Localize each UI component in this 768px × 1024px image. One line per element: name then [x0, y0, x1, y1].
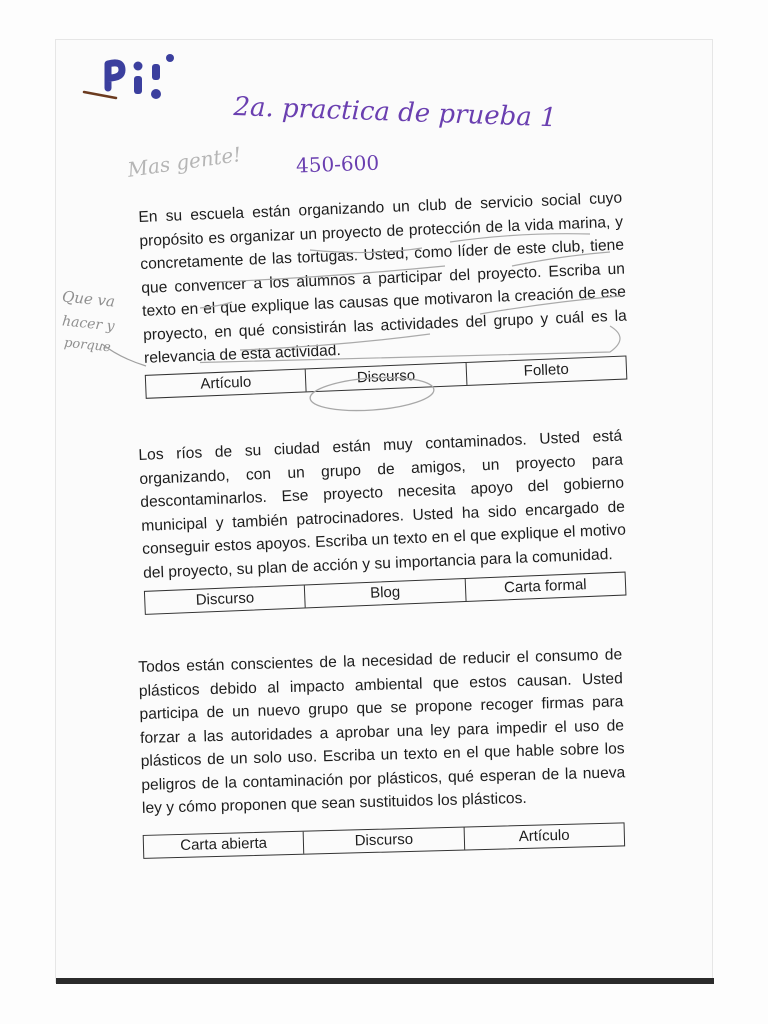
prompt-block-2	[138, 425, 628, 615]
pencil-note-side-1: Que va	[61, 287, 116, 311]
logo-mark	[82, 52, 182, 112]
option-carta-formal: Carta formal	[503, 576, 587, 597]
pencil-note-side-2: hacer y	[61, 313, 116, 335]
word-range-note: 450-600	[295, 150, 380, 178]
option-discurso: Discurso	[306, 362, 467, 390]
prompt-text-1: En su escuela están organizando un club de servicio social cuyo propósito es organizar un proyecto de protección de la vida marina, y concretamente de las tortugas. Usted, como líder de este club, tiene que convencer a los alumnos a participar del proyecto. Escriba un texto en el que explique las causas que motivaron la creación de ese proyecto, en qué consistirán las actividades del grupo y cuál es la relevancia de esta actividad.	[138, 189, 628, 367]
option-discurso: Discurso	[304, 827, 465, 853]
prompt-block-3	[138, 643, 627, 858]
handwritten-title: 2a. practica de prueba 1	[232, 92, 558, 134]
option-folleto: Folleto	[523, 360, 570, 380]
option-articulo: Artículo	[518, 826, 570, 845]
pencil-arrow	[100, 340, 150, 370]
circle-mark-discurso	[300, 370, 450, 420]
prompt-text-2: Los ríos de su ciudad están muy contaminados. Usted está organizando, con un grupo de amigos, un proyecto para descontaminarlos. Ese proyecto necesita apoyo del gobierno municipal y también patrocinadores. Usted ha sido encargado de conseguir estos apoyos. Escriba un texto en el que explique el motivo del proyecto, su plan de acción y su importancia para la comunidad.	[138, 427, 627, 582]
option-carta-abierta: Carta abierta	[144, 831, 305, 857]
prompt-text-3: Todos están conscientes de la necesidad de reducir el consumo de plásticos debido al impacto ambiental que estos causan. Usted participa de un nuevo grupo que se propone recoger firmas para forzar a las autoridades a aprobar una ley para impedir el uso de plásticos de un solo uso. Escriba un texto en el que hable sobre los peligros de la contaminación por plásticos, qué esperan de la nueva ley y cómo proponen que sean sustituidos los plásticos.	[138, 646, 626, 817]
pencil-note-top: Mas gente!	[126, 142, 243, 182]
option-blog: Blog	[305, 579, 466, 607]
pencil-underlines	[200, 230, 630, 370]
pencil-note-side-3: porque	[63, 335, 112, 356]
sheet-bottom-edge	[56, 978, 714, 984]
option-articulo: Artículo	[146, 369, 307, 397]
option-discurso: Discurso	[145, 585, 306, 613]
